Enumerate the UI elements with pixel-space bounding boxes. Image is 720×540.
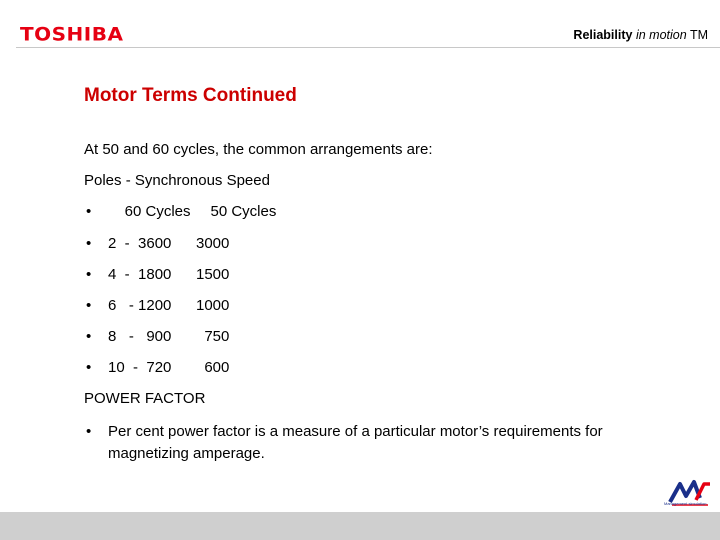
tagline-bold: Reliability — [573, 28, 633, 42]
bullet-icon: • — [86, 203, 92, 220]
poles-60-value: 6 - 1200 — [108, 297, 172, 314]
bullet-icon: • — [86, 266, 92, 283]
tagline-italic: in motion — [635, 28, 687, 42]
trademark-mark: TM — [689, 28, 708, 42]
power-factor-heading: POWER FACTOR — [84, 390, 206, 407]
bullet-icon: • — [86, 235, 92, 252]
speed-50-value: 1000 — [196, 297, 230, 314]
company-mark-caption: Management simulation — [664, 501, 707, 506]
speed-50-value: 750 — [196, 328, 230, 345]
intro-text: At 50 and 60 cycles, the common arrangements are: — [84, 141, 433, 158]
poles-60-value: 4 - 1800 — [108, 266, 172, 283]
bullet-icon: • — [86, 423, 92, 440]
poles-60-value: 2 - 3600 — [108, 235, 172, 252]
poles-60-value: 8 - 900 — [108, 328, 172, 345]
column-60-cycles: 60 Cycles — [108, 203, 191, 220]
power-factor-text: Per cent power factor is a measure of a particular motor’s requirements for magnetizing amperage. — [108, 423, 603, 462]
poles-subheading: Poles - Synchronous Speed — [84, 172, 270, 189]
bullet-icon: • — [86, 297, 92, 314]
header-divider — [16, 47, 720, 48]
poles-60-value: 10 - 720 — [108, 359, 172, 376]
speed-50-value: 3000 — [196, 235, 230, 252]
footer-bar — [0, 512, 720, 540]
column-50-cycles: 50 Cycles — [198, 203, 277, 220]
bullet-icon: • — [86, 359, 92, 376]
slide-title: Motor Terms Continued — [84, 85, 297, 106]
toshiba-logo: TOSHIBA — [20, 22, 124, 46]
bullet-icon: • — [86, 328, 92, 345]
speed-50-value: 600 — [196, 359, 230, 376]
speed-50-value: 1500 — [196, 266, 230, 283]
tagline — [573, 28, 708, 42]
